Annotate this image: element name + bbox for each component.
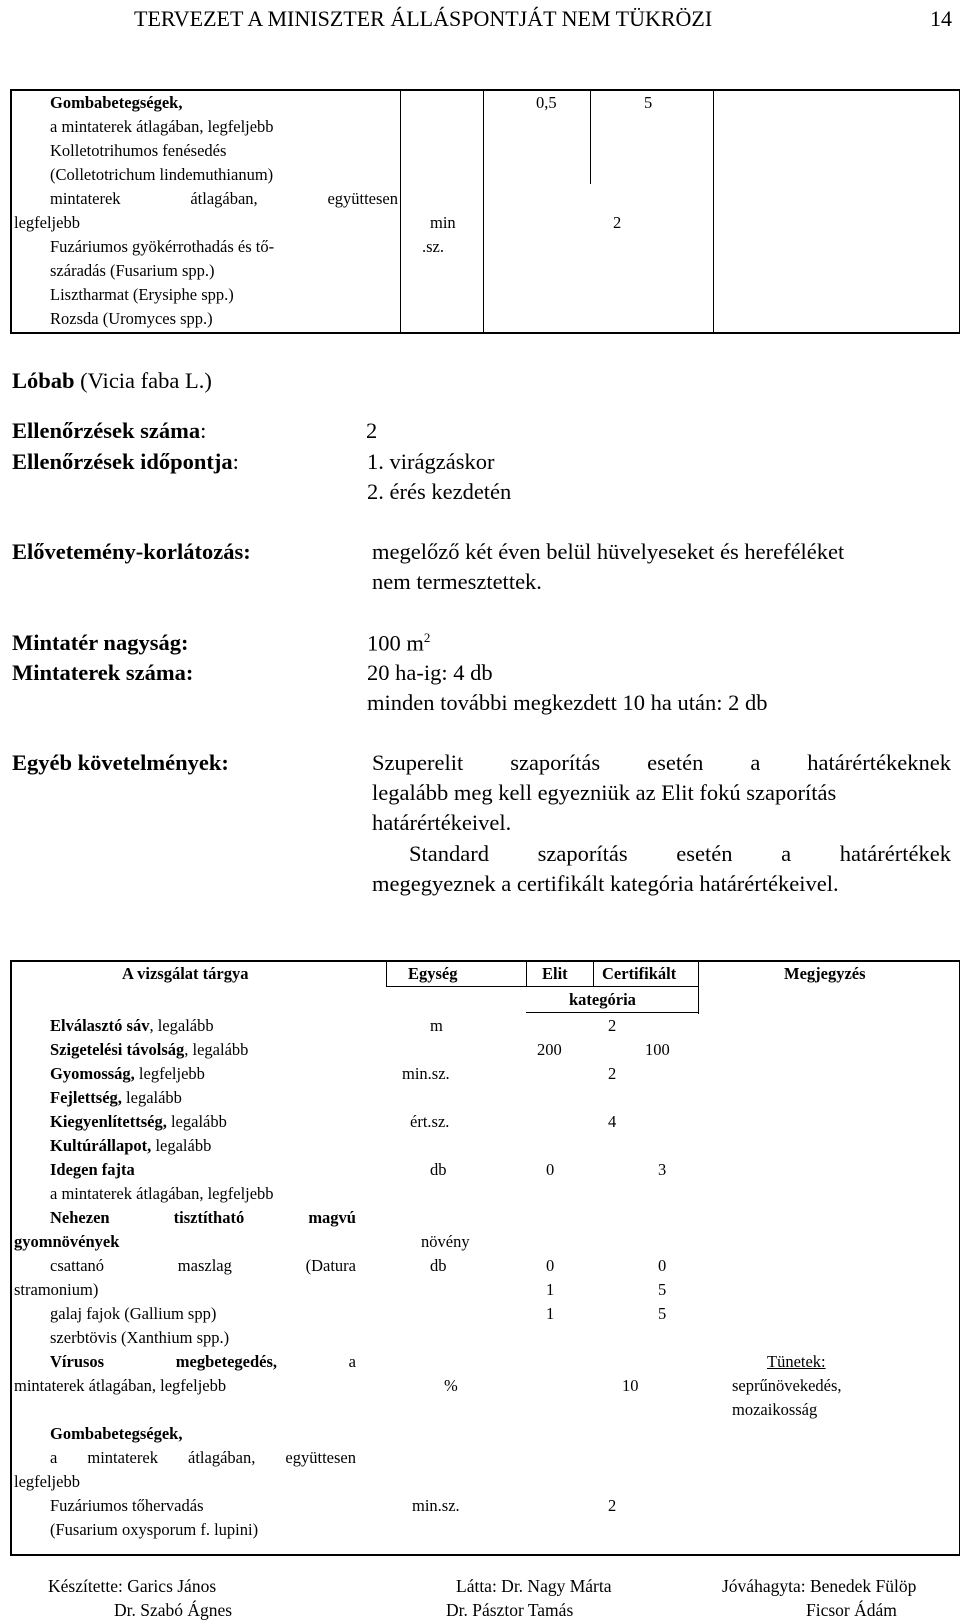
row-unit: növény bbox=[421, 1232, 470, 1251]
plot-count-value: 20 ha-ig: 4 db bbox=[367, 660, 493, 685]
desc-line-justified: mintaterek átlagában, együttesen bbox=[50, 189, 398, 208]
desc-line: Fuzáriumos gyökérrothadás és tő- bbox=[50, 237, 275, 256]
plot-count-label: Mintaterek száma: bbox=[12, 660, 194, 685]
other-requirements-label: Egyéb követelmények: bbox=[12, 750, 229, 775]
row-subject-justified: csattanó maszlag (Datura bbox=[50, 1256, 356, 1275]
value-cell: 2 bbox=[613, 213, 622, 232]
desc-line: legfeljebb bbox=[14, 213, 80, 232]
row-value: 2 bbox=[608, 1496, 617, 1515]
inspection-time-label: Ellenőrzések időpontja: bbox=[12, 449, 239, 474]
desc-line: Gombabetegségek, bbox=[50, 93, 183, 112]
preceding-crop-text: nem termesztettek. bbox=[372, 569, 542, 594]
row-unit: db bbox=[430, 1256, 447, 1275]
table-divider bbox=[713, 91, 714, 332]
row-subject: legfeljebb bbox=[14, 1472, 80, 1491]
table-divider bbox=[526, 962, 527, 986]
row-value: 0 bbox=[658, 1256, 667, 1275]
value-cell: 0,5 bbox=[536, 93, 557, 112]
row-value: 4 bbox=[608, 1112, 617, 1131]
crop-title: Lóbab (Vicia faba L.) bbox=[12, 368, 212, 393]
row-subject: (Fusarium oxysporum f. lupini) bbox=[50, 1520, 259, 1539]
row-subject: Idegen fajta bbox=[50, 1160, 135, 1179]
unit-text: min bbox=[430, 213, 456, 232]
desc-line: (Colletotrichum lindemuthianum) bbox=[50, 165, 274, 184]
row-subject: Gyomosság, legfeljebb bbox=[50, 1064, 205, 1083]
preceding-crop-label: Elővetemény-korlátozás: bbox=[12, 539, 251, 564]
table-divider bbox=[483, 91, 484, 332]
preceding-crop-text: megelőző két éven belül hüvelyeseket és hereféléket bbox=[372, 539, 845, 564]
row-value: 200 bbox=[537, 1040, 562, 1059]
header-note: Megjegyzés bbox=[784, 964, 866, 983]
row-value: 1 bbox=[546, 1280, 555, 1299]
requirement-line-justified: Standard szaporítás esetén a határértékek bbox=[409, 841, 951, 866]
header-subject: A vizsgálat tárgya bbox=[122, 964, 249, 983]
footer-seen: Dr. Pásztor Tamás bbox=[446, 1600, 574, 1620]
row-value: 10 bbox=[622, 1376, 639, 1395]
row-value: 2 bbox=[608, 1016, 617, 1035]
header-category: kategória bbox=[569, 990, 636, 1009]
requirement-line: megegyeznek a certifikált kategória határértékeivel. bbox=[372, 871, 839, 896]
table-divider bbox=[400, 91, 401, 332]
table-divider bbox=[593, 962, 594, 986]
row-subject: Fuzáriumos tőhervadás bbox=[50, 1496, 204, 1515]
requirement-line: határértékeivel. bbox=[372, 810, 512, 835]
plot-size-value: 100 $m^2$ bbox=[367, 630, 431, 656]
desc-line: Rozsda (Uromyces spp.) bbox=[50, 309, 213, 328]
row-subject: Kiegyenlítettség, legalább bbox=[50, 1112, 227, 1131]
footer-prepared: Dr. Szabó Ágnes bbox=[114, 1600, 233, 1620]
inspection-time-value: 1. virágzáskor bbox=[367, 449, 495, 474]
row-subject-justified: a mintaterek átlagában, együttesen bbox=[50, 1448, 356, 1467]
row-unit: m bbox=[430, 1016, 443, 1035]
row-subject-justified: Nehezen tisztítható magvú bbox=[50, 1208, 356, 1227]
table-rule bbox=[386, 986, 698, 987]
row-unit: % bbox=[444, 1376, 458, 1395]
row-subject: gyomnövények bbox=[14, 1232, 120, 1251]
table-rule bbox=[526, 1012, 698, 1013]
inspection-time-value: 2. érés kezdetén bbox=[367, 479, 512, 504]
requirement-line: legalább meg kell egyezniük az Elit fokú szaporítás bbox=[372, 780, 837, 805]
requirement-line-justified: Szuperelit szaporítás esetén a határértékeknek bbox=[372, 750, 951, 775]
row-subject: a mintaterek átlagában, legfeljebb bbox=[50, 1184, 274, 1203]
row-value: 0 bbox=[546, 1256, 555, 1275]
row-note: seprűnövekedés, bbox=[732, 1376, 842, 1395]
footer-seen: Látta: Dr. Nagy Márta bbox=[456, 1576, 612, 1596]
row-subject: galaj fajok (Gallium spp) bbox=[50, 1304, 217, 1323]
row-subject: Szigetelési távolság, legalább bbox=[50, 1040, 249, 1059]
row-subject: Kultúrállapot, legalább bbox=[50, 1136, 212, 1155]
inspection-count-value: 2 bbox=[366, 418, 378, 443]
inspection-count-label: Ellenőrzések száma: bbox=[12, 418, 207, 443]
unit-text: .sz. bbox=[422, 237, 444, 256]
row-subject: Gombabetegségek, bbox=[50, 1424, 183, 1443]
row-note-title: Tünetek: bbox=[767, 1352, 826, 1371]
row-unit: db bbox=[430, 1160, 447, 1179]
row-subject: Elválasztó sáv, legalább bbox=[50, 1016, 214, 1035]
row-subject: szerbtövis (Xanthium spp.) bbox=[50, 1328, 230, 1347]
desc-line: Lisztharmat (Erysiphe spp.) bbox=[50, 285, 234, 304]
value-cell: 5 bbox=[644, 93, 653, 112]
footer-prepared: Készítette: Garics János bbox=[48, 1576, 217, 1596]
footer-approved: Ficsor Ádám bbox=[806, 1600, 897, 1620]
row-value: 0 bbox=[546, 1160, 555, 1179]
plot-count-value: minden további megkezdett 10 ha után: 2 db bbox=[367, 690, 768, 715]
requirements-table bbox=[10, 960, 960, 1556]
page-number: 14 bbox=[930, 6, 952, 31]
table-divider bbox=[386, 962, 387, 986]
desc-line: a mintaterek átlagában, legfeljebb bbox=[50, 117, 274, 136]
row-subject-justified: Vírusos megbetegedés, a bbox=[50, 1352, 356, 1371]
table-divider bbox=[590, 91, 591, 184]
desc-line: száradás (Fusarium spp.) bbox=[50, 261, 215, 280]
header-cert: Certifikált bbox=[602, 964, 677, 983]
row-note: mozaikosság bbox=[732, 1400, 818, 1419]
row-unit: min.sz. bbox=[412, 1496, 460, 1515]
continuation-table bbox=[10, 89, 960, 334]
desc-line: Kolletotrihumos fenésedés bbox=[50, 141, 227, 160]
row-value: 3 bbox=[658, 1160, 667, 1179]
row-value: 1 bbox=[546, 1304, 555, 1323]
row-value: 100 bbox=[645, 1040, 670, 1059]
row-unit: min.sz. bbox=[402, 1064, 450, 1083]
document-header-title: TERVEZET A MINISZTER ÁLLÁSPONTJÁT NEM TÜKRÖZI bbox=[134, 6, 713, 31]
row-value: 2 bbox=[608, 1064, 617, 1083]
table-divider bbox=[698, 962, 699, 1014]
row-unit: ért.sz. bbox=[410, 1112, 450, 1131]
row-subject: mintaterek átlagában, legfeljebb bbox=[14, 1376, 227, 1395]
footer-approved: Jóváhagyta: Benedek Fülöp bbox=[722, 1576, 917, 1596]
row-value: 5 bbox=[658, 1280, 667, 1299]
row-subject: stramonium) bbox=[14, 1280, 99, 1299]
row-subject: Fejlettség, legalább bbox=[50, 1088, 182, 1107]
row-value: 5 bbox=[658, 1304, 667, 1323]
plot-size-label: Mintatér nagyság: bbox=[12, 630, 189, 655]
header-elit: Elit bbox=[542, 964, 568, 983]
header-unit: Egység bbox=[408, 964, 458, 983]
